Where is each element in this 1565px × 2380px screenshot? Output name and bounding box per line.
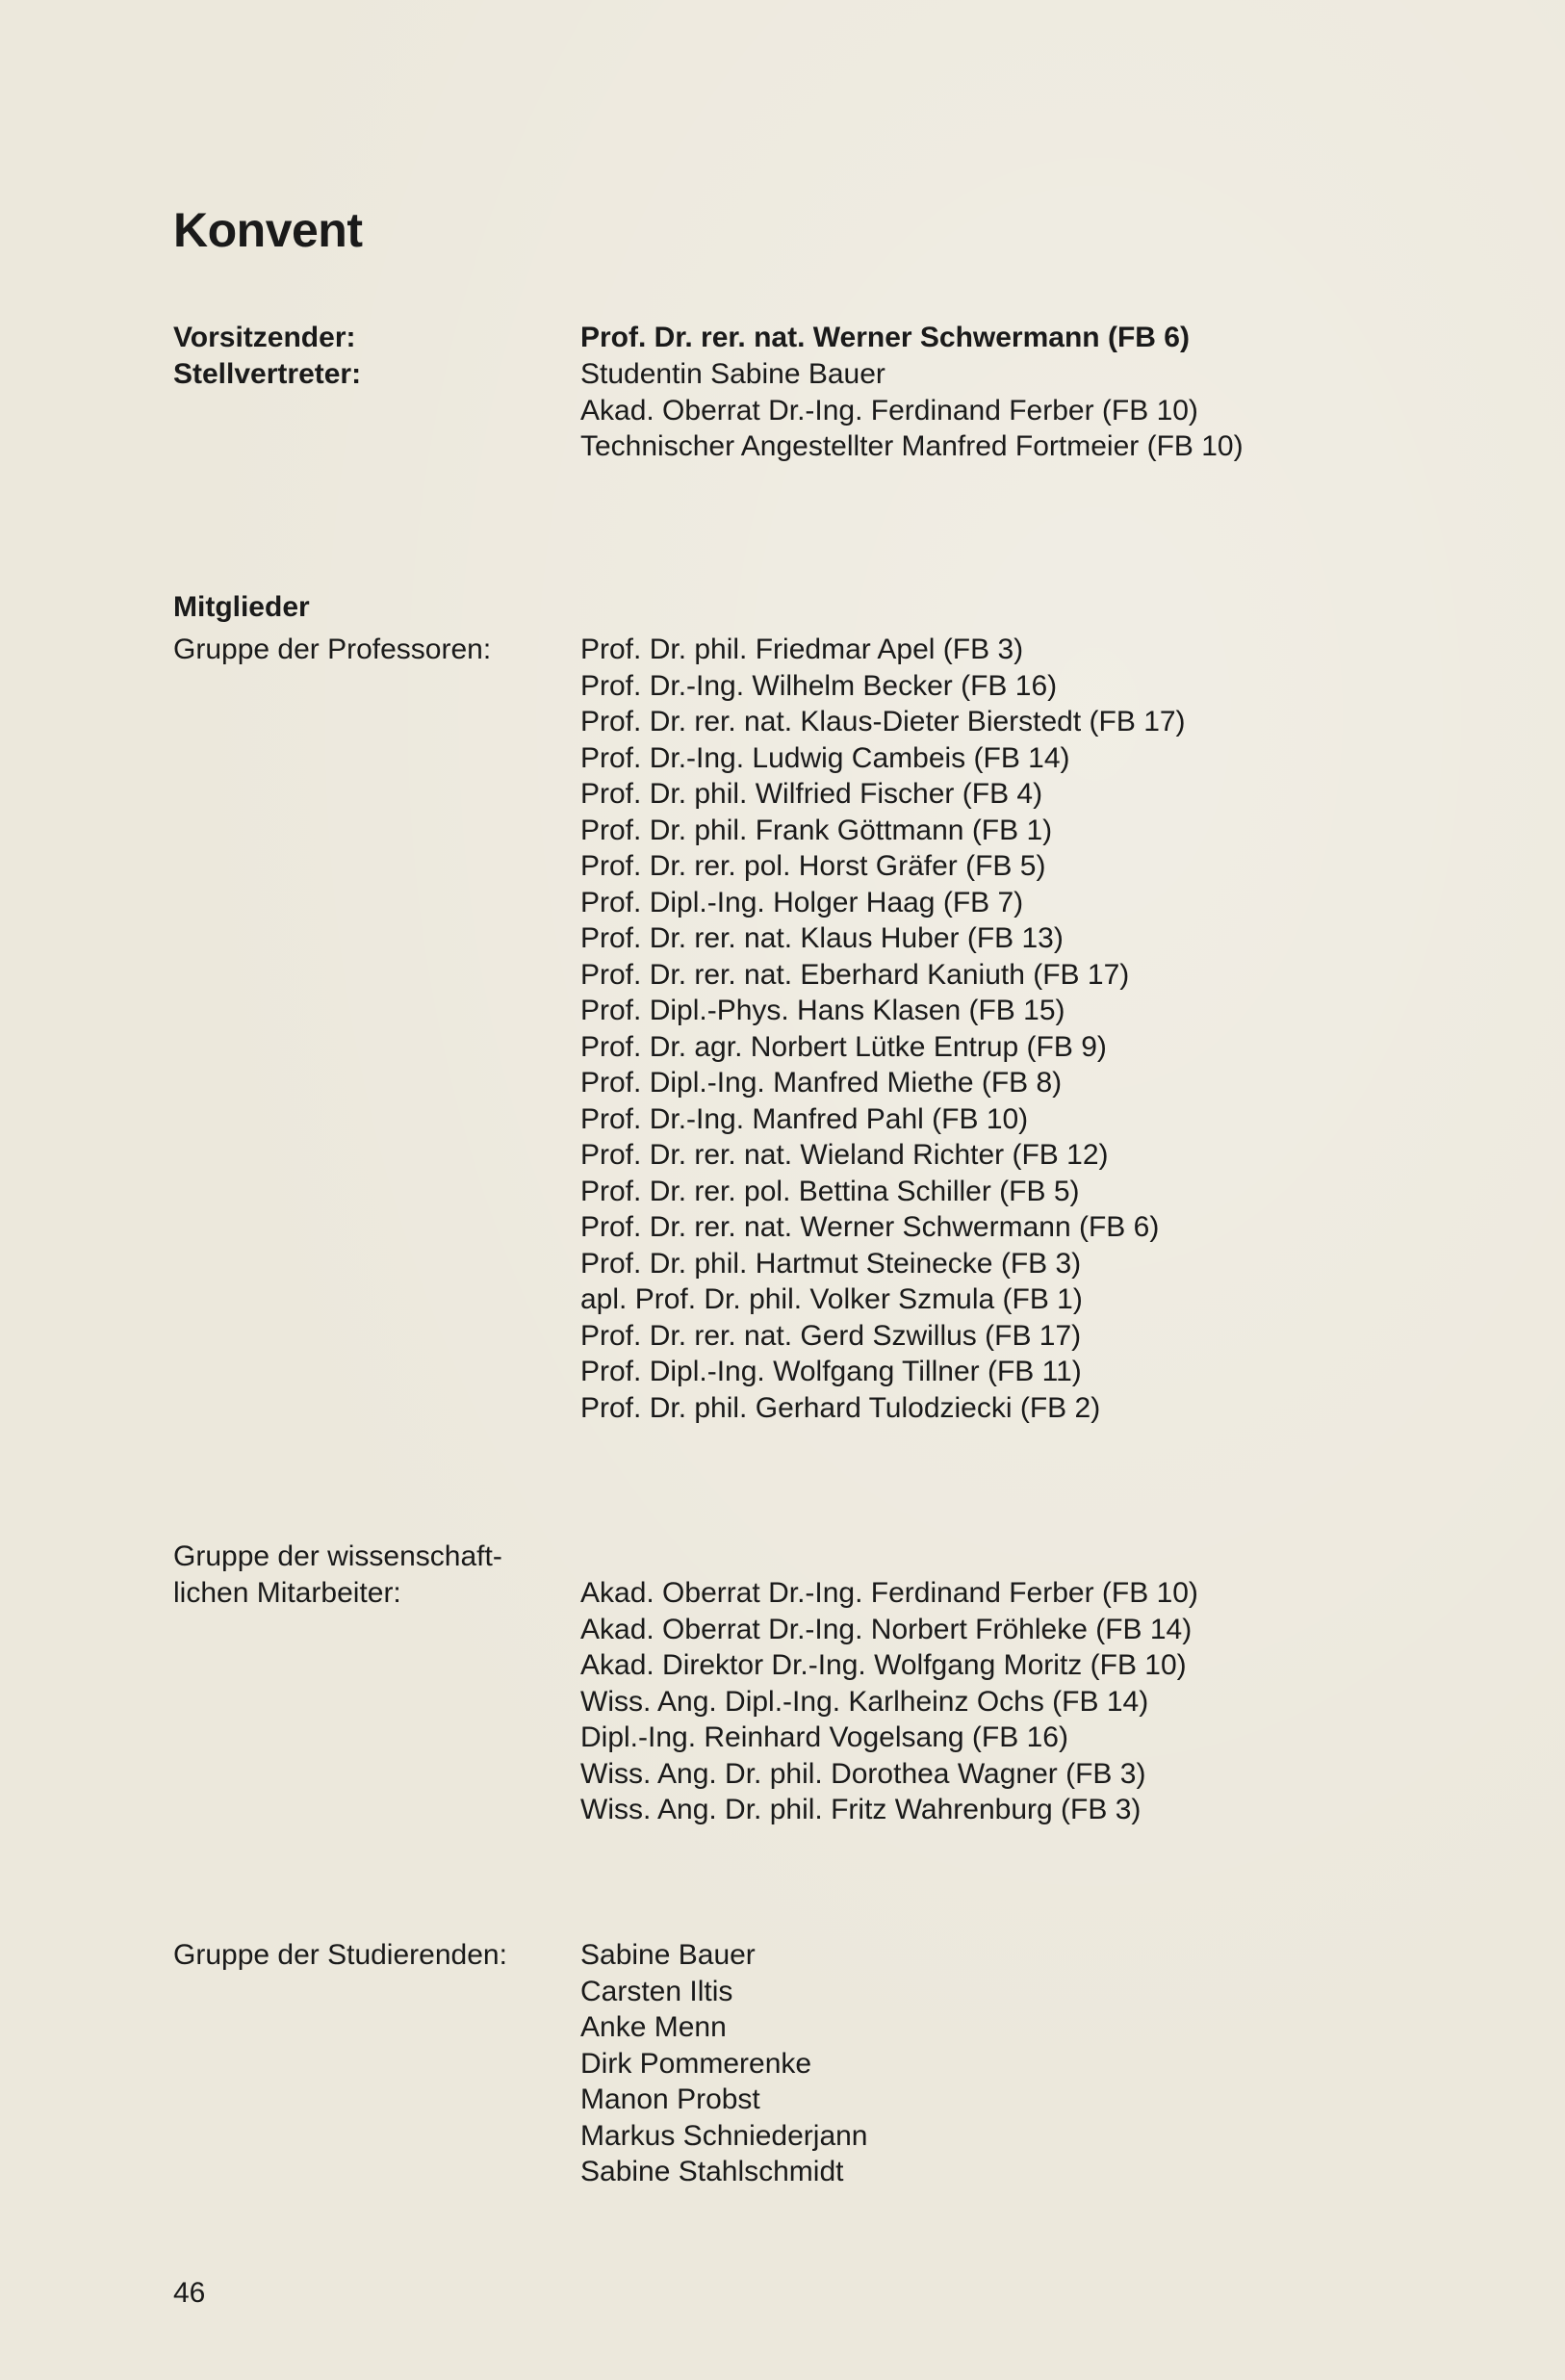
list-item: Prof. Dr. rer. nat. Wieland Richter (FB 12) [580,1139,1109,1171]
list-item: Sabine Stahlschmidt [580,2156,844,2187]
list-item: Prof. Dr.-Ing. Manfred Pahl (FB 10) [580,1102,1029,1135]
list-item: Prof. Dr. phil. Frank Göttmann (FB 1) [580,814,1053,846]
list-item: Prof. Dr. rer. nat. Klaus-Dieter Bierstedt (FB 17) [580,706,1186,737]
list-item: Prof. Dr. rer. nat. Eberhard Kaniuth (FB 17) [580,958,1130,991]
deputy-list [580,356,1244,465]
list-item: Prof. Dr. rer. nat. Klaus Huber (FB 13) [580,922,1064,954]
scientific-staff-label-line2: lichen Mitarbeiter: [173,1577,401,1609]
scientific-staff-label [173,1539,502,1612]
list-item: Wiss. Ang. Dr. phil. Dorothea Wagner (FB 3) [580,1757,1146,1790]
list-item: Manon Probst [580,2083,760,2115]
list-item: Sabine Bauer [580,1939,756,1971]
list-item: Prof. Dr. phil. Gerhard Tulodziecki (FB 2) [580,1391,1101,1424]
list-item: Prof. Dr.-Ing. Wilhelm Becker (FB 16) [580,669,1058,702]
list-item: Carsten Iltis [580,1975,733,2007]
list-item: Akad. Oberrat Dr.-Ing. Ferdinand Ferber (FB 10) [580,1577,1198,1609]
list-item: Akad. Oberrat Dr.-Ing. Norbert Fröhleke (FB 14) [580,1613,1193,1645]
list-item: Anke Menn [580,2011,727,2043]
list-item: Dipl.-Ing. Reinhard Vogelsang (FB 16) [580,1721,1068,1753]
list-item: Dirk Pommerenke [580,2047,812,2080]
list-item: apl. Prof. Dr. phil. Volker Szmula (FB 1) [580,1283,1083,1315]
deputy-item: Studentin Sabine Bauer [580,358,885,390]
list-item: Prof. Dipl.-Ing. Holger Haag (FB 7) [580,886,1024,918]
deputy-item: Technischer Angestellter Manfred Fortmeier (FB 10) [580,430,1244,462]
list-item: Wiss. Ang. Dipl.-Ing. Karlheinz Ochs (FB 14) [580,1685,1149,1718]
members-heading: Mitglieder [173,591,310,623]
list-item: Prof. Dipl.-Ing. Wolfgang Tillner (FB 11) [580,1356,1082,1387]
deputy-label: Stellvertreter: [173,358,362,390]
list-item: Prof. Dipl.-Ing. Manfred Miethe (FB 8) [580,1067,1063,1099]
list-item: Markus Schniederjann [580,2119,868,2152]
deputy-item: Akad. Oberrat Dr.-Ing. Ferdinand Ferber (FB 10) [580,394,1198,427]
list-item: Prof. Dipl.-Phys. Hans Klasen (FB 15) [580,995,1065,1026]
page-number: 46 [173,2277,206,2309]
scientific-staff-label-line1: Gruppe der wissenschaft- [173,1540,502,1572]
chair-label: Vorsitzender: [173,322,356,353]
list-item: Prof. Dr. rer. pol. Horst Gräfer (FB 5) [580,850,1046,882]
students-list [580,1937,868,2190]
list-item: Prof. Dr. rer. nat. Gerd Szwillus (FB 17) [580,1319,1082,1352]
list-item: Prof. Dr. rer. pol. Bettina Schiller (FB 5) [580,1175,1080,1207]
list-item: Prof. Dr.-Ing. Ludwig Cambeis (FB 14) [580,741,1070,774]
students-label: Gruppe der Studierenden: [173,1939,507,1971]
list-item: Prof. Dr. phil. Hartmut Steinecke (FB 3) [580,1247,1082,1280]
professors-label: Gruppe der Professoren: [173,634,492,665]
page-title: Konvent [173,203,363,257]
list-item: Prof. Dr. rer. nat. Werner Schwermann (FB 6) [580,1211,1160,1243]
list-item: Prof. Dr. phil. Friedmar Apel (FB 3) [580,634,1024,665]
list-item: Wiss. Ang. Dr. phil. Fritz Wahrenburg (FB 3) [580,1794,1142,1825]
scientific-staff-list [580,1575,1198,1828]
list-item: Akad. Direktor Dr.-Ing. Wolfgang Moritz (FB 10) [580,1649,1187,1681]
professors-list [580,632,1186,1426]
list-item: Prof. Dr. phil. Wilfried Fischer (FB 4) [580,778,1043,810]
list-item: Prof. Dr. agr. Norbert Lütke Entrup (FB 9) [580,1030,1107,1063]
chair-name: Prof. Dr. rer. nat. Werner Schwermann (FB 6) [580,322,1190,353]
